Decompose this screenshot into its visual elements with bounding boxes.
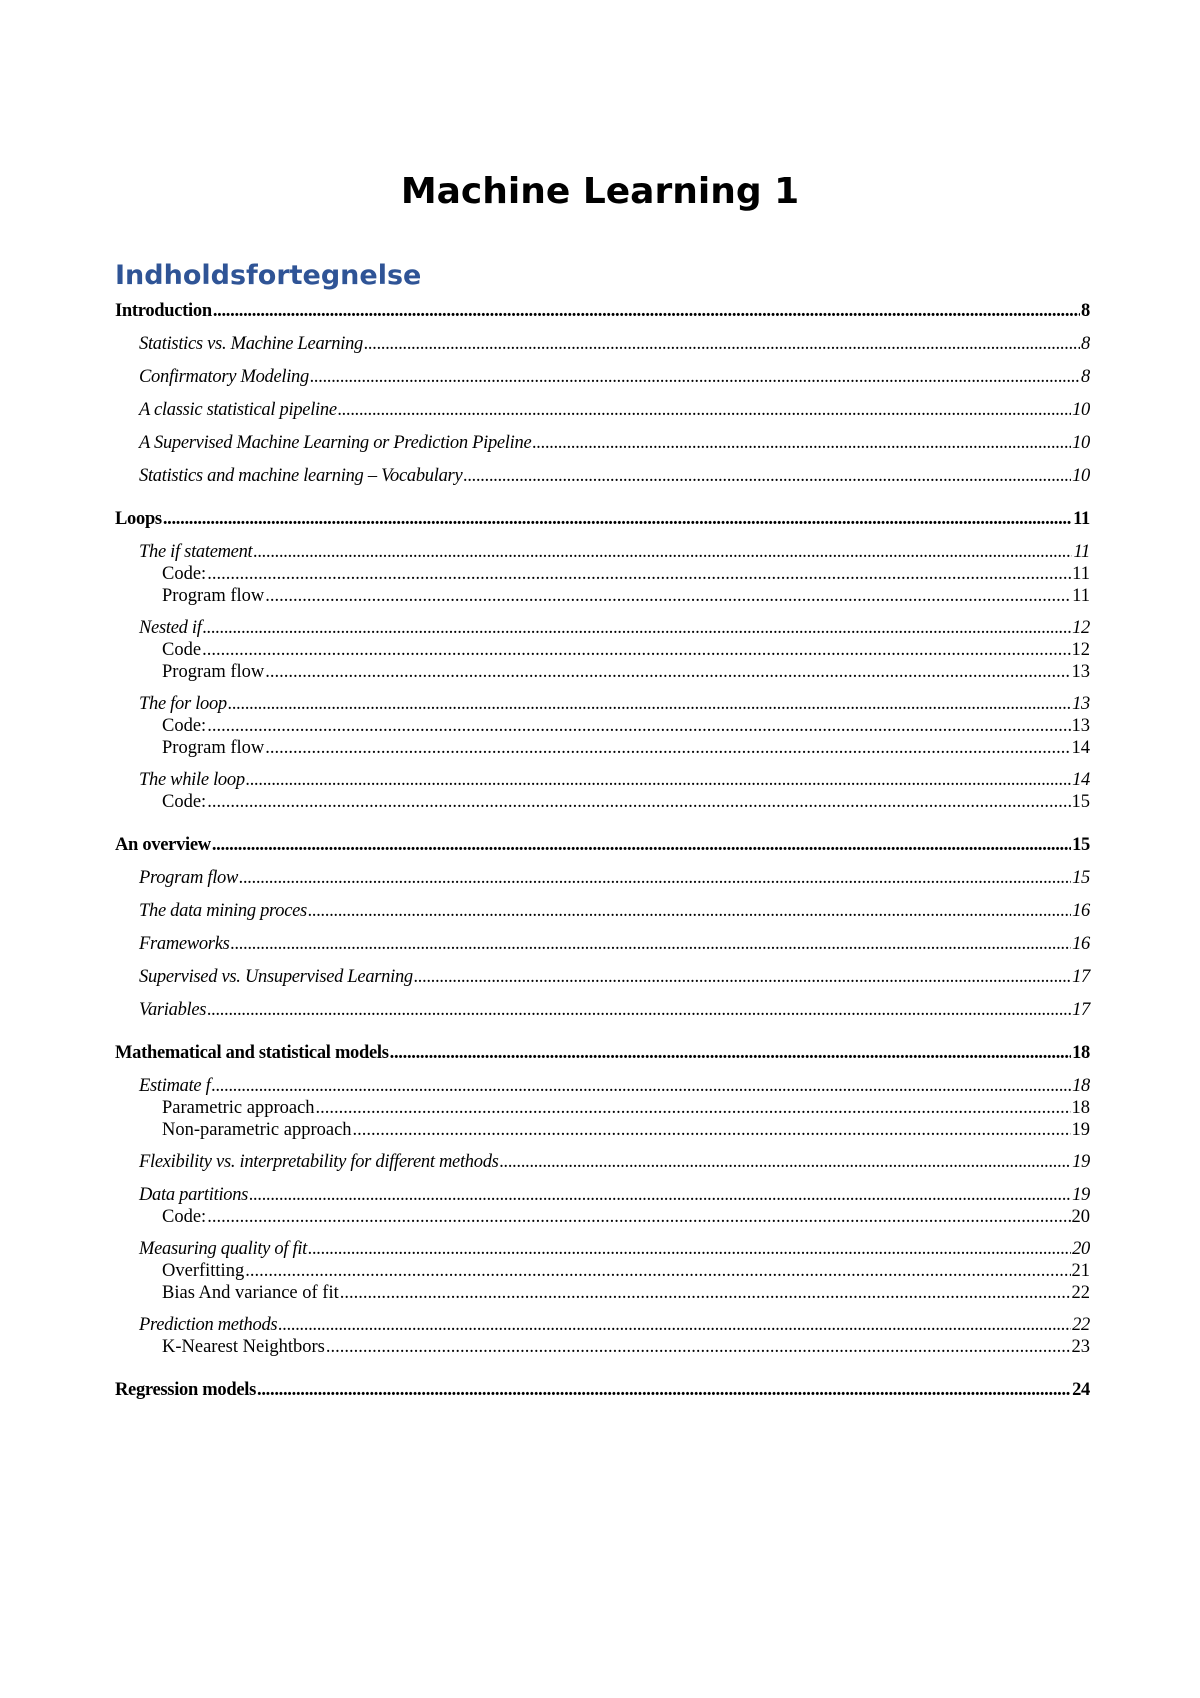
toc-dot-leader [414, 964, 1071, 990]
toc-dot-leader [265, 735, 1070, 761]
toc-entry-level-1[interactable] [115, 832, 1090, 858]
toc-entry-label: Code: [162, 792, 207, 812]
toc-dot-leader [308, 898, 1071, 924]
toc-entry-level-1[interactable] [115, 1377, 1090, 1403]
toc-dot-leader [364, 331, 1080, 357]
toc-dot-leader [207, 997, 1071, 1023]
toc-entry-label: Statistics vs. Machine Learning [139, 334, 363, 354]
toc-entry-page-number: 14 [1071, 738, 1090, 758]
toc-dot-leader [326, 1334, 1071, 1360]
toc-entry-level-2[interactable] [139, 997, 1090, 1023]
toc-entry-label: Code: [162, 564, 207, 584]
toc-entry-page-number: 11 [1072, 586, 1090, 606]
toc-entry-page-number: 23 [1071, 1337, 1090, 1357]
toc-entry-page-number: 19 [1072, 1185, 1090, 1205]
toc-entry-level-3[interactable] [162, 735, 1090, 761]
toc-entry-label: Prediction methods [139, 1315, 278, 1335]
toc-entry-page-number: 14 [1072, 770, 1090, 790]
toc-dot-leader [257, 1377, 1071, 1403]
toc-entry-page-number: 16 [1072, 934, 1090, 954]
toc-entry-level-3[interactable] [162, 1280, 1090, 1306]
toc-entry-label: Frameworks [139, 934, 230, 954]
toc-entry-label: Confirmatory Modeling [139, 367, 309, 387]
toc-dot-leader [231, 931, 1072, 957]
toc-entry-level-2[interactable] [139, 331, 1090, 357]
toc-entry-label: Parametric approach [162, 1098, 315, 1118]
toc-entry-page-number: 18 [1071, 1098, 1090, 1118]
toc-entry-label: Code: [162, 1207, 207, 1227]
toc-entry-label: Statistics and machine learning – Vocabulary [139, 466, 463, 486]
toc-entry-page-number: 19 [1071, 1120, 1090, 1140]
toc-entry-page-number: 24 [1072, 1380, 1090, 1400]
toc-entry-label: Code: [162, 716, 207, 736]
toc-entry-page-number: 12 [1071, 640, 1090, 660]
toc-dot-leader [265, 659, 1070, 685]
toc-entry-page-number: 22 [1072, 1315, 1090, 1335]
toc-entry-label: K-Nearest Neightbors [162, 1337, 325, 1357]
toc-entry-page-number: 12 [1072, 618, 1090, 638]
toc-entry-label: Measuring quality of fit [139, 1239, 308, 1259]
toc-entry-label: Supervised vs. Unsupervised Learning [139, 967, 413, 987]
toc-entry-level-2[interactable] [139, 364, 1090, 390]
toc-entry-level-3[interactable] [162, 789, 1090, 815]
toc-dot-leader [338, 397, 1071, 423]
toc-entry-level-2[interactable] [139, 1149, 1090, 1175]
toc-entry-label: An overview [115, 835, 211, 855]
toc-entry-page-number: 21 [1071, 1261, 1090, 1281]
toc-entry-label: Overfitting [162, 1261, 245, 1281]
toc-entry-level-2[interactable] [139, 964, 1090, 990]
toc-entry-label: The data mining proces [139, 901, 307, 921]
toc-entry-label: Variables [139, 1000, 207, 1020]
toc-entry-label: Flexibility vs. interpretability for different methods [139, 1152, 499, 1172]
toc-dot-leader [239, 865, 1071, 891]
toc-entry-page-number: 8 [1081, 334, 1090, 354]
toc-dot-leader [310, 364, 1080, 390]
toc-dot-leader [213, 298, 1080, 324]
document-title: Machine Learning 1 [400, 171, 800, 212]
toc-dot-leader [532, 430, 1071, 456]
toc-dot-leader [390, 1040, 1071, 1066]
toc-entry-level-2[interactable] [139, 397, 1090, 423]
toc-entry-level-3[interactable] [162, 583, 1090, 609]
toc-dot-leader [163, 506, 1072, 532]
toc-dot-leader [207, 789, 1070, 815]
toc-entry-level-2[interactable] [139, 463, 1090, 489]
toc-entry-label: A Supervised Machine Learning or Prediction Pipeline [139, 433, 532, 453]
toc-entry-page-number: 15 [1071, 792, 1090, 812]
toc-entry-page-number: 10 [1072, 466, 1090, 486]
toc-dot-leader [353, 1117, 1071, 1143]
toc-entry-level-1[interactable] [115, 506, 1090, 532]
toc-entry-level-1[interactable] [115, 298, 1090, 324]
toc-entry-label: Program flow [162, 586, 265, 606]
toc-entry-page-number: 16 [1072, 901, 1090, 921]
toc-entry-label: Program flow [162, 738, 265, 758]
toc-entry-page-number: 19 [1072, 1152, 1090, 1172]
toc-entry-page-number: 10 [1072, 400, 1090, 420]
toc-entry-page-number: 18 [1072, 1043, 1090, 1063]
toc-entry-label: Program flow [162, 662, 265, 682]
toc-entry-page-number: 10 [1072, 433, 1090, 453]
toc-entry-level-3[interactable] [162, 659, 1090, 685]
toc-entry-page-number: 20 [1071, 1207, 1090, 1227]
toc-entry-level-2[interactable] [139, 931, 1090, 957]
toc-dot-leader [340, 1280, 1071, 1306]
toc-entry-label: Code [162, 640, 202, 660]
toc-entry-level-2[interactable] [139, 430, 1090, 456]
toc-dot-leader [463, 463, 1071, 489]
toc-entry-page-number: 15 [1072, 868, 1090, 888]
toc-entry-level-2[interactable] [139, 898, 1090, 924]
toc-dot-leader [265, 583, 1071, 609]
toc-entry-level-1[interactable] [115, 1040, 1090, 1066]
toc-entry-page-number: 8 [1081, 367, 1090, 387]
toc-entry-page-number: 17 [1072, 1000, 1090, 1020]
toc-entry-page-number: 11 [1073, 509, 1090, 529]
toc-entry-label: Non-parametric approach [162, 1120, 352, 1140]
toc-entry-label: Nested if [139, 618, 202, 638]
toc-entry-label: Bias And variance of fit [162, 1283, 339, 1303]
toc-entry-level-3[interactable] [162, 1117, 1090, 1143]
toc-dot-leader [500, 1149, 1072, 1175]
toc-entry-label: Data partitions [139, 1185, 249, 1205]
toc-entry-page-number: 11 [1072, 564, 1090, 584]
toc-entry-page-number: 13 [1071, 716, 1090, 736]
toc-dot-leader [212, 832, 1071, 858]
toc-entry-level-2[interactable] [139, 865, 1090, 891]
toc-entry-label: The while loop [139, 770, 245, 790]
toc-entry-page-number: 22 [1071, 1283, 1090, 1303]
toc-entry-label: The if statement [139, 542, 253, 562]
toc-entry-label: Loops [115, 509, 162, 529]
toc-entry-page-number: 11 [1073, 542, 1090, 562]
toc-entry-page-number: 18 [1072, 1076, 1090, 1096]
toc-entry-page-number: 8 [1081, 301, 1090, 321]
toc-entry-label: Mathematical and statistical models [115, 1043, 389, 1063]
toc-heading: Indholdsfortegnelse [115, 260, 422, 291]
toc-entry-level-3[interactable] [162, 1204, 1090, 1230]
toc-dot-leader [207, 1204, 1070, 1230]
toc-entry-label: The for loop [139, 694, 227, 714]
toc-entry-page-number: 17 [1072, 967, 1090, 987]
toc-entry-label: Estimate f [139, 1076, 211, 1096]
toc-entry-level-3[interactable] [162, 1334, 1090, 1360]
toc-entry-page-number: 13 [1071, 662, 1090, 682]
toc-entry-label: Introduction [115, 301, 212, 321]
toc-entry-label: Regression models [115, 1380, 257, 1400]
toc-entry-page-number: 15 [1072, 835, 1090, 855]
toc-entry-label: Program flow [139, 868, 239, 888]
toc-entry-page-number: 20 [1072, 1239, 1090, 1259]
toc-entry-label: A classic statistical pipeline [139, 400, 337, 420]
toc-entry-page-number: 13 [1072, 694, 1090, 714]
